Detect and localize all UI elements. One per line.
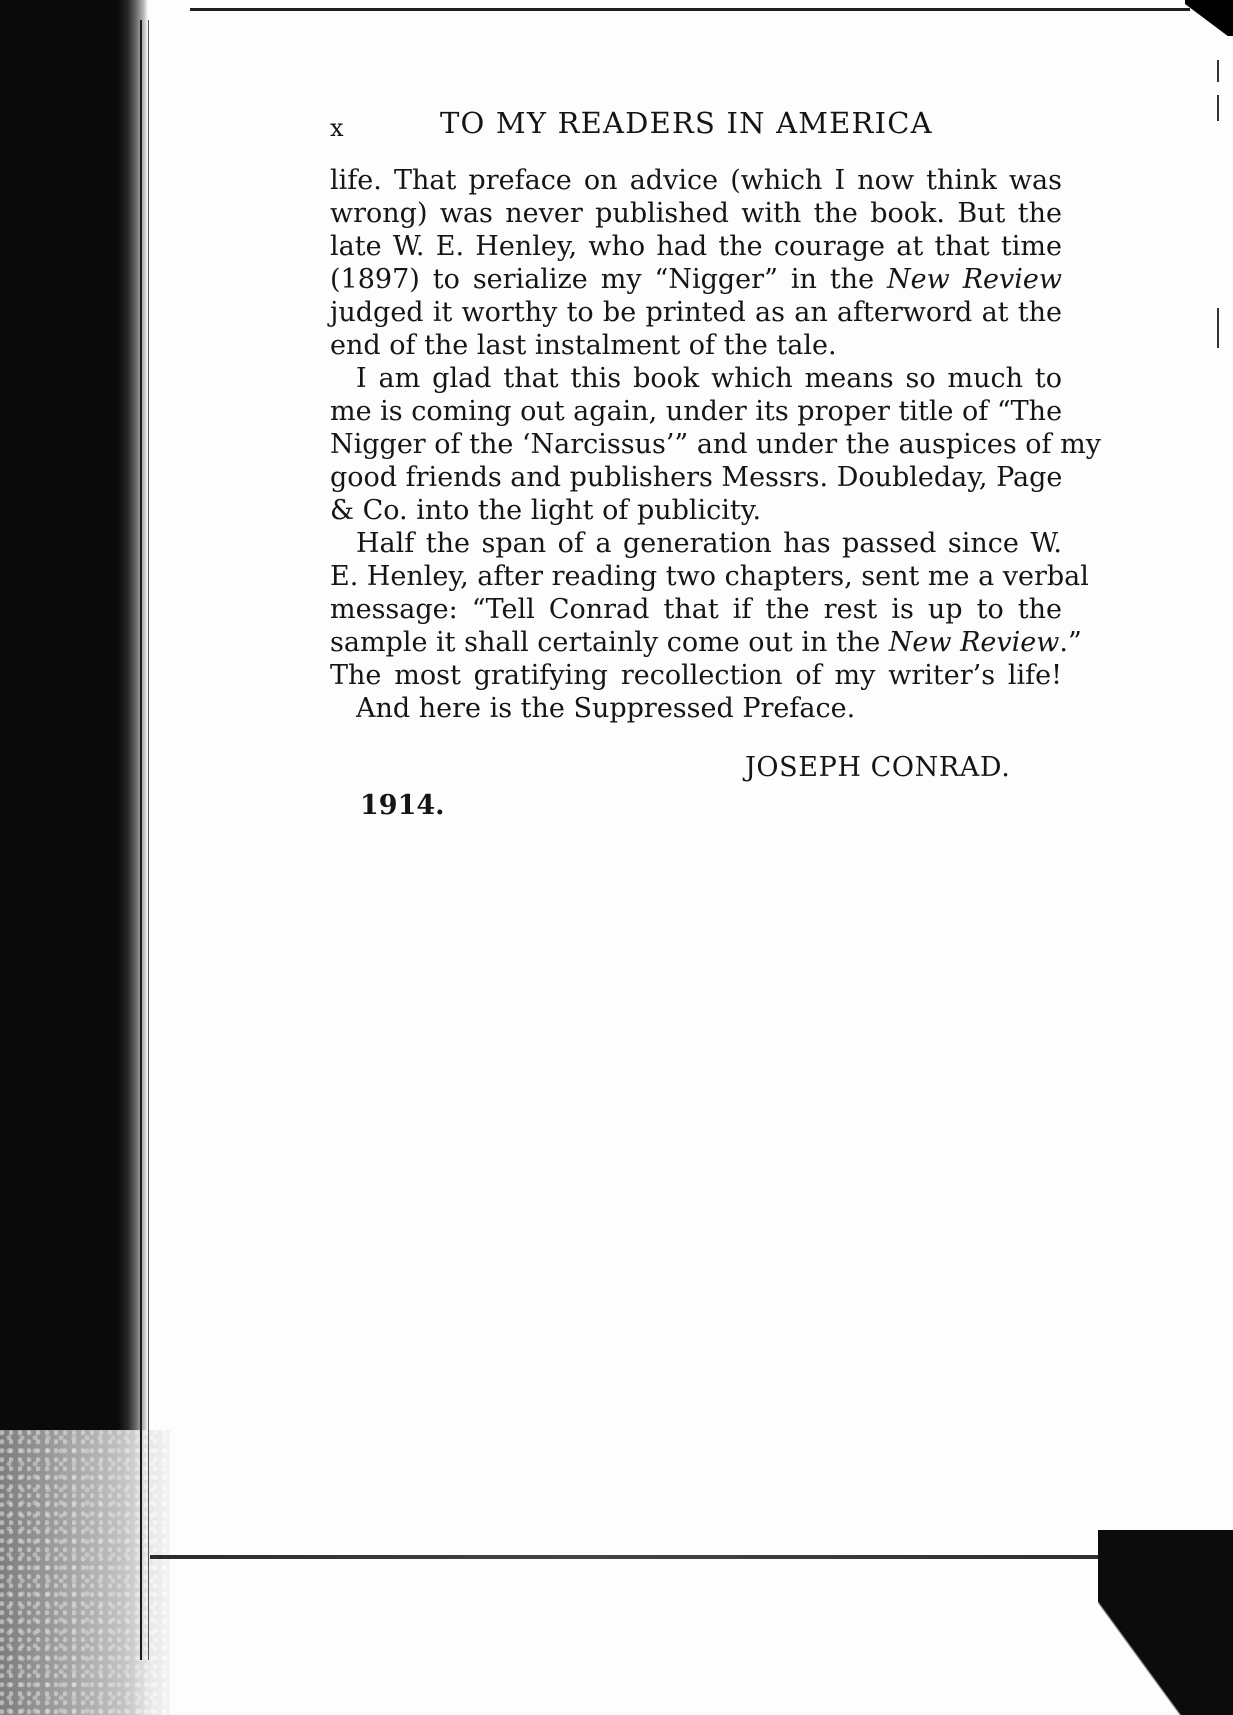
text-line: Half the span of a generation has passed since W. [356,528,1062,559]
text-line: & Co. into the light of publicity. [330,495,762,526]
text-line: life. That preface on advice (which I now think was [330,165,1062,196]
page-header [330,106,962,150]
text-line: E. Henley, after reading two chapters, sent me a verbal [330,561,1089,592]
page-number: x [330,114,345,142]
text-line: judged it worthy to be printed as an afterword at the [330,297,1062,328]
author-signature: JOSEPH CONRAD. [745,752,1011,783]
page-bottom-edge [150,1555,1210,1559]
body-text [330,164,1101,725]
text-fragment: sample it shall certainly come out in the [330,627,889,658]
page-top-edge [190,8,1190,11]
text-fragment: .” [1059,627,1082,658]
text-line: And here is the Suppressed Preface. [356,693,856,724]
page-corner-top-right [1185,0,1233,36]
text-line: wrong) was never published with the book. But the [330,198,1062,229]
scan-mark [1217,95,1219,121]
italic-title: New Review [888,627,1060,658]
text-line [330,626,1082,659]
text-line: good friends and publishers Messrs. Doubleday, Page [330,462,1063,493]
text-line [330,263,1062,296]
text-line: message: “Tell Conrad that if the rest is up to the [330,594,1062,625]
text-line: end of the last instalment of the tale. [330,330,837,361]
scan-mark [1217,308,1219,348]
running-head: TO MY READERS IN AMERICA [440,106,933,140]
text-line: The most gratifying recollection of my writer’s life! [330,660,1062,691]
italic-title: New Review [887,264,1062,295]
scan-mark [1217,60,1219,82]
text-line: me is coming out again, under its proper title of “The [330,396,1063,427]
text-line: I am glad that this book which means so much to [356,363,1062,394]
text-fragment: (1897) to serialize my “Nigger” in the [330,264,888,295]
text-line: late W. E. Henley, who had the courage at that time [330,231,1062,262]
date-line: 1914. [360,790,445,821]
page-corner-bottom-right [1098,1530,1233,1715]
text-line: Nigger of the ‘Narcissus’” and under the auspices of my [330,429,1101,460]
binding-rule [140,20,149,1660]
